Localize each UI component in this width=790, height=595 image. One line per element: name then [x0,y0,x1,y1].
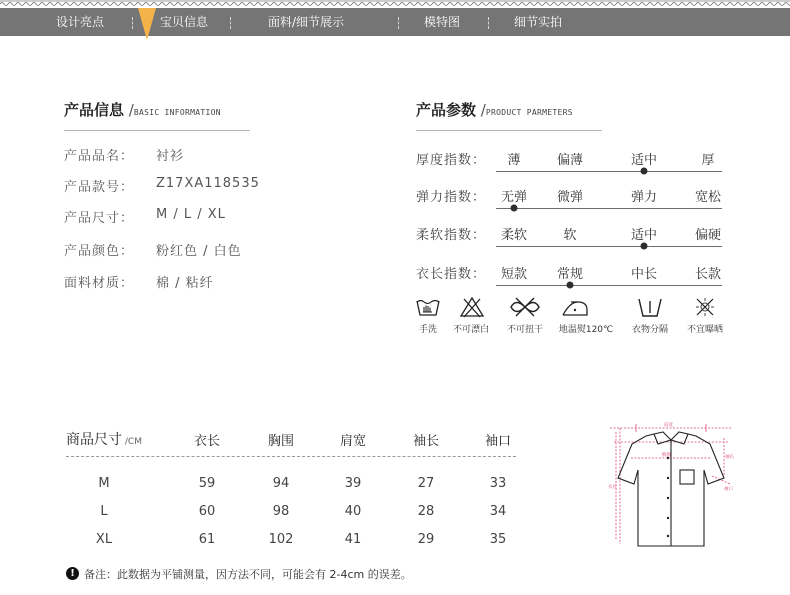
product-params-heading: 产品参数 /PRODUCT PARMETERS [416,101,573,119]
size-row-label: M [98,476,110,491]
size-cell: 60 [198,504,216,519]
param-label: 柔软指数： [416,228,487,243]
info-value-name: 衬衫 [156,149,185,164]
info-value-material: 棉 / 粘纤 [156,276,214,291]
size-table-divider [66,456,516,457]
care-label-wash-separately: 衣物分隔 [631,325,669,335]
param-selected-marker [511,205,518,212]
param-option: 弹力 [630,190,658,205]
care-label-no-bleach: 不可漂白 [452,325,490,335]
param-option: 适中 [630,228,658,243]
size-cell: 61 [198,532,216,547]
param-selected-marker [641,243,648,250]
param-scale-line [496,208,722,209]
exclamation-icon: ! [66,567,79,580]
nav-item-model-photos[interactable]: 模特图 [424,15,461,29]
param-scale-line [496,246,722,247]
info-value-size: M / L / XL [156,207,226,222]
no-sun-dry-icon [692,296,718,318]
size-col-length: 衣长 [193,434,221,449]
param-label: 衣长指数： [416,267,487,282]
hand-wash-icon [415,296,441,318]
param-option: 偏硬 [694,228,722,243]
nav-separator [488,17,489,29]
size-cell: 34 [489,504,507,519]
top-border-ornament [0,0,790,8]
size-table-title: 商品尺寸 /CM [66,432,142,448]
param-scale-line [496,171,722,172]
shirt-measurement-diagram [606,418,736,553]
info-label-name: 产品品名： [64,149,135,164]
wash-separately-icon [637,296,663,318]
no-wring-icon [508,296,542,318]
active-nav-marker [138,8,156,40]
param-option: 无弹 [500,190,528,205]
param-option: 中长 [630,267,658,282]
diagram-label-chest: 胸围 [662,453,671,458]
care-label-no-sun-dry: 不宜曝晒 [686,325,724,335]
param-option: 偏薄 [556,153,584,168]
size-col-sleeve: 袖长 [412,434,440,449]
param-option: 常规 [556,267,584,282]
info-value-style-no: Z17XA118535 [156,176,260,191]
size-cell: 98 [272,504,290,519]
size-col-shoulder: 肩宽 [339,434,367,449]
size-cell: 59 [198,476,216,491]
param-scale-line [496,285,722,286]
diagram-label-length: 衣长 [608,485,617,490]
nav-item-product-info[interactable]: 宝贝信息 [160,15,209,29]
size-cell: 35 [489,532,507,547]
iron-low-icon [560,296,590,318]
size-row-label: XL [95,532,113,547]
size-col-chest: 胸围 [267,434,295,449]
size-col-cuff: 袖口 [484,434,512,449]
care-label-iron-low: 地温熨120℃ [558,325,614,335]
param-option: 厚 [701,153,715,168]
param-option: 适中 [630,153,658,168]
size-cell: 33 [489,476,507,491]
info-label-material: 面料材质： [64,276,135,291]
param-option: 宽松 [694,190,722,205]
diagram-label-shoulder: 肩宽 [664,423,673,428]
care-label-hand-wash: 手洗 [418,325,438,335]
care-label-no-wring: 不可扭干 [506,325,544,335]
product-info-divider [64,130,250,131]
param-option: 柔软 [500,228,528,243]
nav-item-design-highlights[interactable]: 设计亮点 [56,15,105,29]
size-cell: 28 [417,504,435,519]
no-bleach-icon [459,296,485,318]
size-cell: 41 [344,532,362,547]
param-option: 软 [563,228,577,243]
size-cell: 29 [417,532,435,547]
shirt-buttons [667,457,669,537]
info-label-color: 产品颜色： [64,244,135,259]
nav-separator [230,17,231,29]
param-option: 薄 [507,153,521,168]
size-cell: 39 [344,476,362,491]
param-option: 短款 [500,267,528,282]
top-nav-bar [0,8,790,36]
size-cell: 94 [272,476,290,491]
info-label-style-no: 产品款号： [64,180,135,195]
product-info-heading: 产品信息 /BASIC INFORMATION [64,101,221,119]
nav-separator [398,17,399,29]
size-cell: 27 [417,476,435,491]
diagram-label-sleeve: 袖长 [725,455,734,460]
nav-item-detail-photos[interactable]: 细节实拍 [514,15,563,29]
size-cell: 40 [344,504,362,519]
nav-separator [132,17,133,29]
product-params-divider [416,130,602,131]
info-value-color: 粉红色 / 白色 [156,244,242,259]
param-label: 厚度指数： [416,153,487,168]
size-row-label: L [100,504,108,519]
param-option: 微弹 [556,190,584,205]
param-selected-marker [641,168,648,175]
param-label: 弹力指数： [416,190,487,205]
param-option: 长款 [694,267,722,282]
info-label-size: 产品尺寸： [64,211,135,226]
diagram-label-cuff: 袖口 [724,487,733,492]
size-cell: 102 [268,532,294,547]
param-selected-marker [567,282,574,289]
measurement-note: 备注：此数据为平铺测量，因方法不同，可能会有 2-4cm 的误差。 [84,568,412,581]
nav-item-fabric-details[interactable]: 面料/细节展示 [268,15,345,29]
shirt-outline [618,432,724,546]
